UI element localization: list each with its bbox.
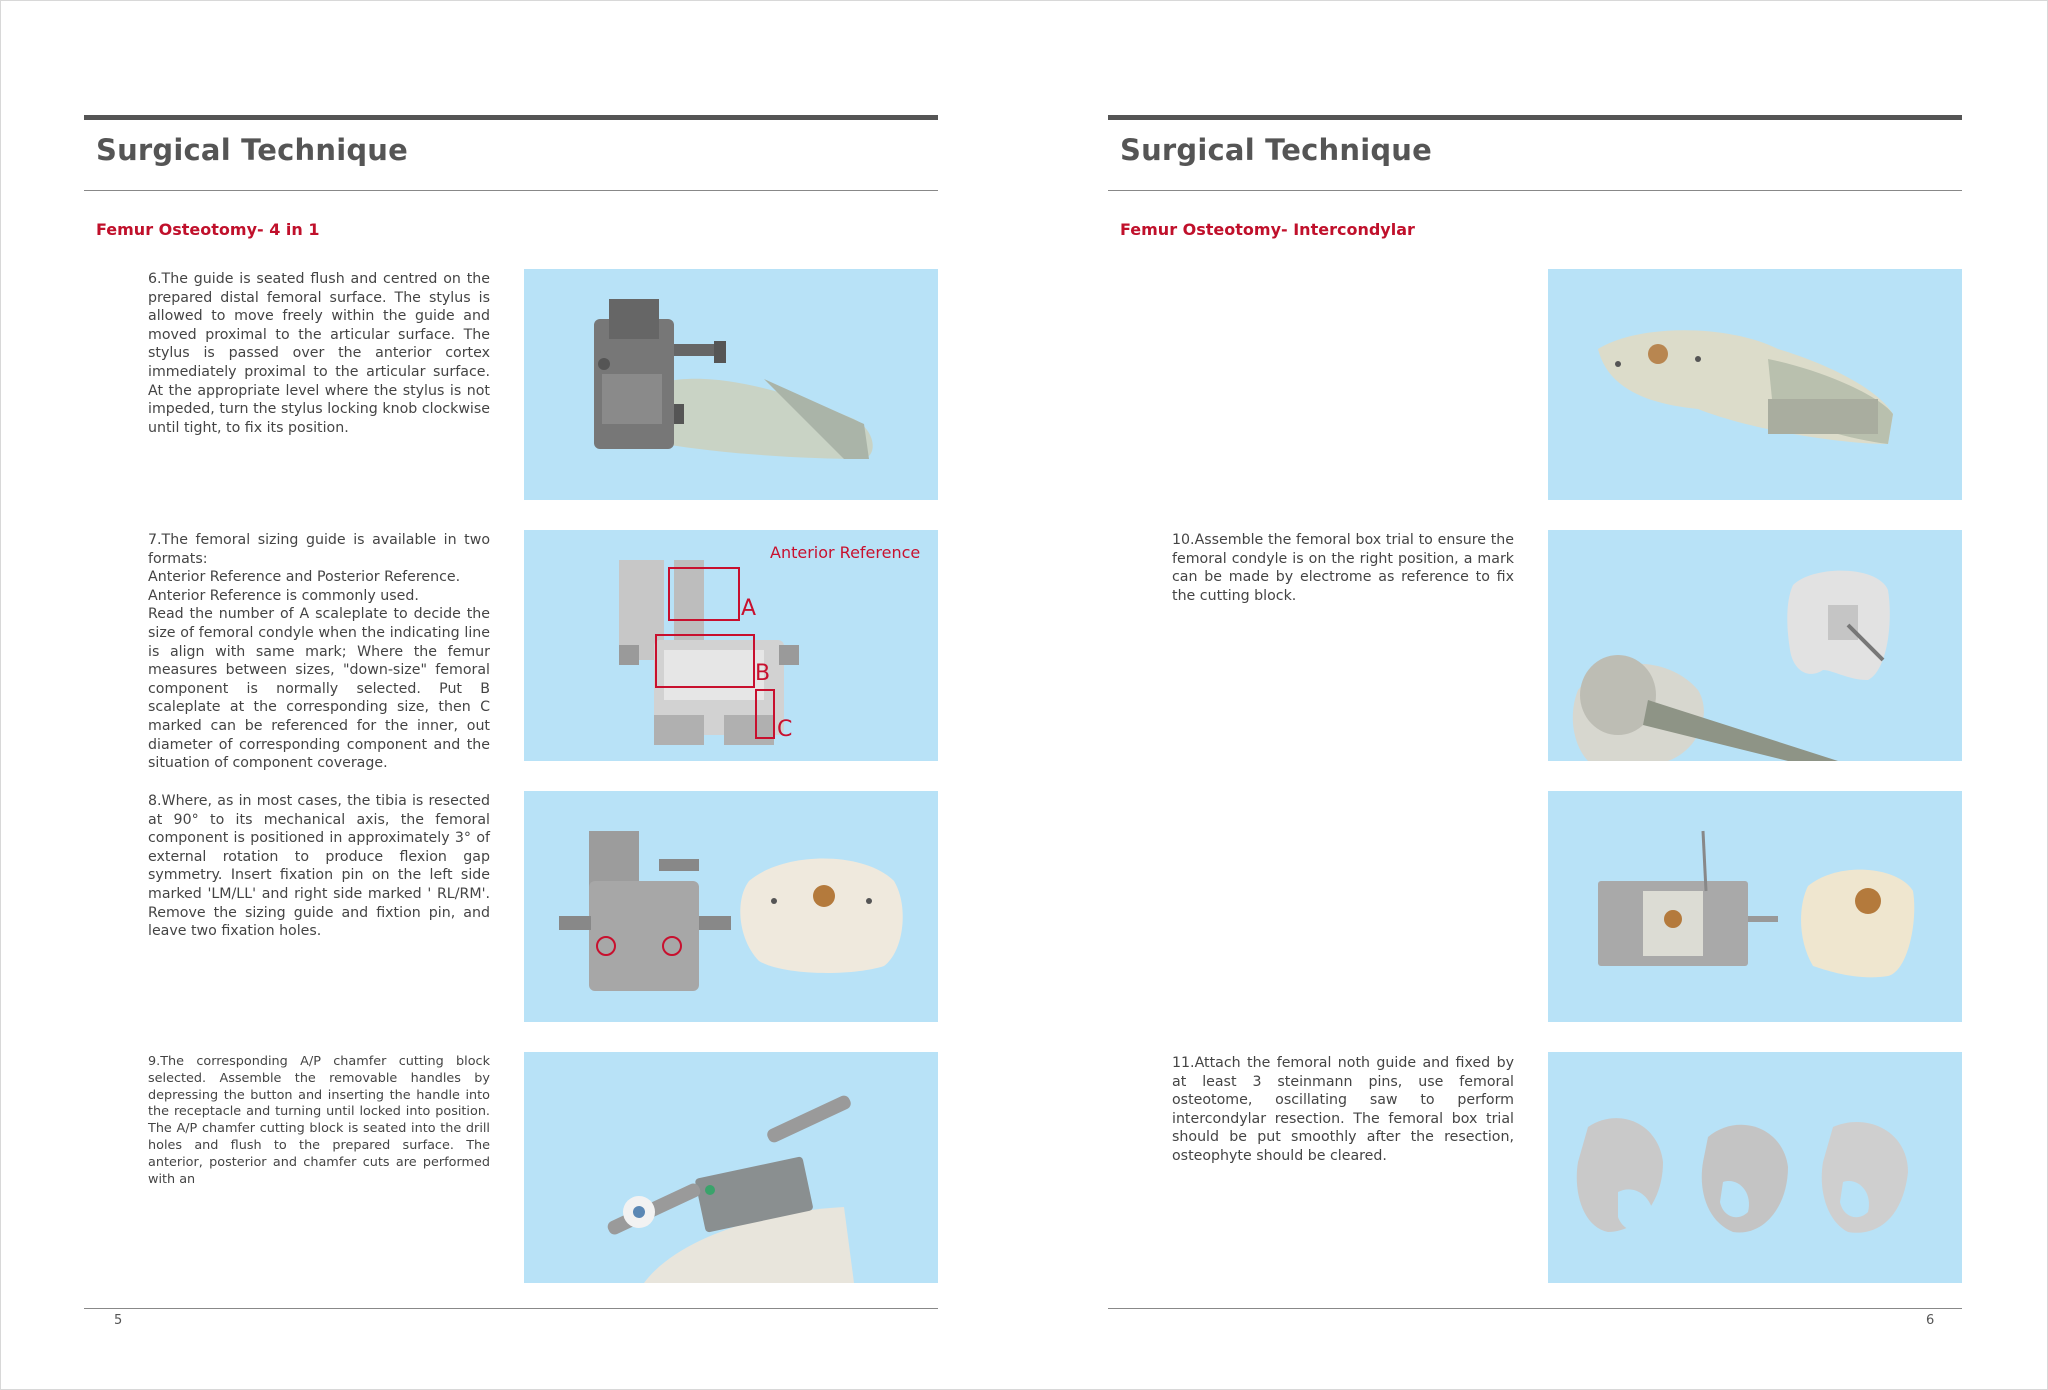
notch-guide-photo [1548,791,1962,1022]
anterior-reference-label: Anterior Reference [770,543,921,562]
step-7-common: Anterior Reference is commonly used. [148,587,419,604]
step-8-text: 8.Where, as in most cases, the tibia is resected at 90° to its mechanical axis, the femoral component is positioned in approximately 3° of external rotation to produce flexion gap symmetry. Insert fixation pin on the left side marked 'LM/LL' and right side marked ' RL/RM'. Remove the sizing guide and fixtion pin, and leave two fixation holes. [148,793,490,940]
step-11-text: 11.Attach the femoral noth guide and fixed by at least 3 steinmann pins, use femoral osteotome, oscillating saw to perform intercondylar resection. The femoral box trial should be put smoothly after the resection, osteophyte should be cleared. [1172,1055,1514,1164]
header-divider [1108,190,1962,191]
header-bar [84,115,938,120]
step-11-photo [1548,1052,1962,1283]
page-number: 5 [114,1313,123,1328]
scale-a-label: A [741,596,757,621]
step-7-detail: Read the number of A scaleplate to decide the size of femoral condyle when the indicating line is align with same mark; Where the femur measures between sizes, "down-size" femoral component is normally selected. Put B scaleplate at the corresponding size, then C marked can be referenced for the inner, out diameter of corresponding component and the situation of component coverage. [148,606,490,772]
page-title: Surgical Technique [96,133,409,167]
step-10-photo [1548,530,1962,761]
scale-c-label: C [777,717,793,742]
step-7-text [148,531,490,773]
left-page [84,0,944,1390]
scale-b-label: B [755,661,771,686]
header-bar [1108,115,1962,120]
page-title: Surgical Technique [1120,133,1433,167]
step-7-formats: Anterior Reference and Posterior Reference. [148,569,461,586]
section-heading: Femur Osteotomy- Intercondylar [1120,220,1415,239]
header-divider [84,190,938,191]
right-page [1108,0,1968,1390]
page-number: 6 [1926,1313,1935,1328]
step-6-photo [524,269,938,500]
step-6-text: 6.The guide is seated flush and centred on the prepared distal femoral surface. The stylus is allowed to move freely within the guide and moved proximal to the articular surface. The stylus is passed over the anterior cortex immediately proximal to the articular surface. At the appropriate level where the stylus is not impeded, turn the stylus locking knob clockwise until tight, to fix its position. [148,271,490,436]
footer-divider [1108,1308,1962,1309]
step-9-text: 9.The corresponding A/P chamfer cutting block selected. Assemble the removable handles by depressing the button and inserting the handle into the receptacle and turning until locked into position. The A/P chamfer cutting block is seated into the drill holes and flush to the prepared surface. The anterior, posterior and chamfer cuts are performed with an [148,1054,490,1187]
step-8-photo [524,791,938,1022]
step-7-photo [524,530,938,761]
footer-divider [84,1308,938,1309]
section-heading: Femur Osteotomy- 4 in 1 [96,220,320,239]
femur-condyle-photo [1548,269,1962,500]
step-9-photo [524,1052,938,1283]
step-7-intro: 7.The femoral sizing guide is available in two formats: [148,532,490,567]
step-10-text: 10.Assemble the femoral box trial to ensure the femoral condyle is on the right position, a mark can be made by electrome as reference to fix the cutting block. [1172,532,1514,604]
